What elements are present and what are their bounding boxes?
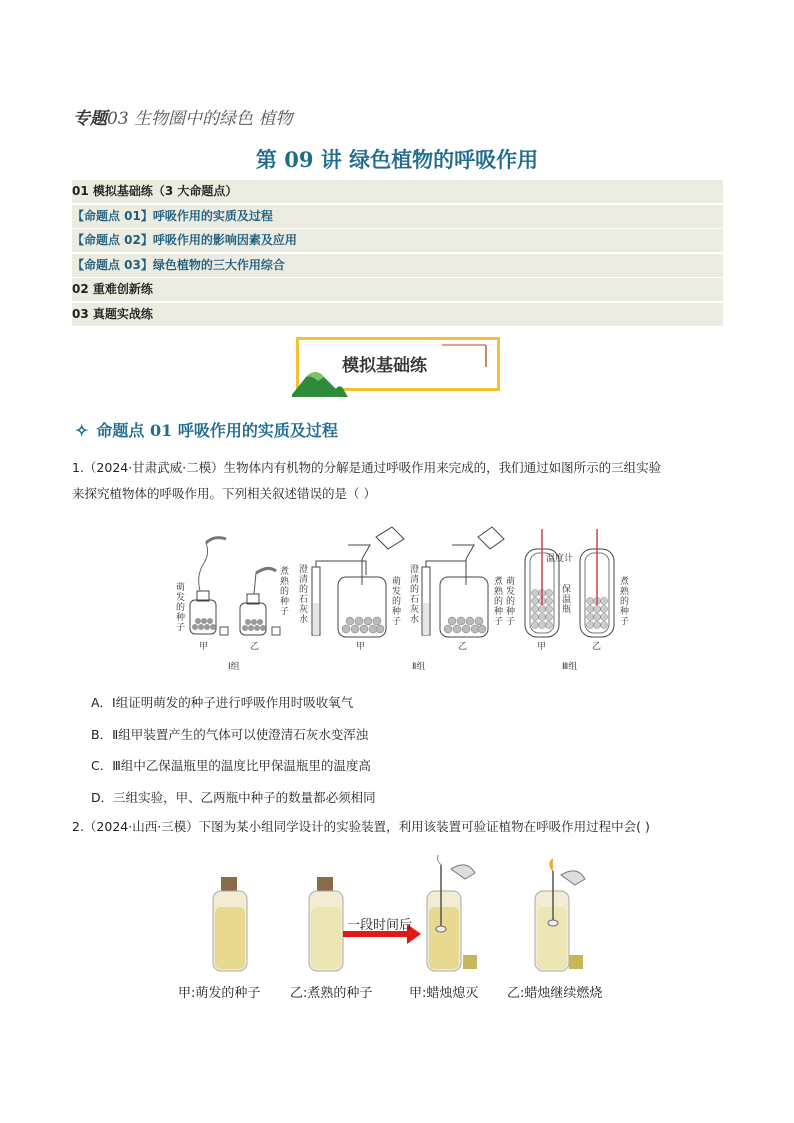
caption-1: 甲:萌发的种子 — [178, 986, 261, 1001]
label-g2-name: Ⅱ组 — [412, 662, 426, 672]
label-g1-right: 煮熟的种子 — [280, 567, 290, 617]
label-g3-flask: 保温瓶 — [562, 585, 572, 615]
question-1-figure — [170, 525, 640, 675]
topic-rest: 03 生物圈中的绿色 植物 — [107, 109, 293, 129]
question-1-option-c[interactable]: C．Ⅲ组中乙保温瓶里的温度比甲保温瓶里的温度高 — [91, 758, 371, 773]
section-heading — [75, 418, 338, 441]
label-g1-b: 乙 — [250, 642, 260, 652]
topic-keyword: 专题 — [73, 109, 107, 129]
caption-2: 乙:煮熟的种子 — [290, 986, 373, 1001]
label-g2-b: 乙 — [458, 642, 468, 652]
banner-label: 模拟基础练 — [342, 356, 427, 376]
question-1-option-d[interactable]: D．三组实验，甲、乙两瓶中种子的数量都必须相同 — [91, 790, 376, 805]
topic-line — [73, 104, 292, 129]
toc-row[interactable]: 【命题点 03】绿色植物的三大作用综合 — [72, 254, 723, 277]
question-1-line-2: 来探究植物体的呼吸作用。下列相关叙述错误的是（ ） — [72, 486, 376, 501]
toc-row[interactable]: 01 模拟基础练（3 大命题点） — [72, 180, 723, 203]
label-g3-a: 甲 — [537, 642, 547, 652]
question-2-line-1: 2.（2024·山西·三模）下图为某小组同学设计的实验装置，利用该装置可验证植物在呼吸作用过程中会( ) — [72, 819, 650, 834]
label-g2-lime: 澄清的石灰水 — [299, 565, 309, 625]
label-g3-b: 乙 — [592, 642, 602, 652]
section-banner — [292, 337, 502, 393]
label-g2-seed2: 煮熟的种子 — [494, 577, 504, 627]
arrow-label: 一段时间后 — [347, 918, 413, 933]
seed-bottle-diagram — [205, 855, 625, 980]
toc-row[interactable]: 03 真题实战练 — [72, 303, 723, 326]
label-g1-a: 甲 — [199, 642, 209, 652]
lesson-title: 第 09 讲 绿色植物的呼吸作用 — [255, 147, 539, 172]
label-g2-lime-2: 澄清的石灰水 — [410, 565, 420, 625]
label-g3-name: Ⅲ组 — [562, 662, 578, 672]
question-1-option-a[interactable]: A．Ⅰ组证明萌发的种子进行呼吸作用时吸收氧气 — [91, 695, 354, 710]
toc-row[interactable]: 【命题点 01】呼吸作用的实质及过程 — [72, 205, 723, 228]
caption-4: 乙:蜡烛继续燃烧 — [507, 986, 603, 1001]
label-g1-left: 萌发的种子 — [176, 583, 186, 633]
question-1-option-b[interactable]: B．Ⅱ组甲装置产生的气体可以使澄清石灰水变浑浊 — [91, 727, 369, 742]
question-2-stem — [72, 814, 724, 840]
toc-row[interactable]: 【命题点 02】呼吸作用的影响因素及应用 — [72, 229, 723, 252]
question-1-line-1: 1.（2024·甘肃武威·二模）生物体内有机物的分解是通过呼吸作用来完成的，我们通过如图所示的三组实验 — [72, 460, 662, 475]
label-g3-thermo: 温度计 — [546, 554, 574, 564]
label-g3-left: 萌发的种子 — [506, 577, 516, 627]
section-heading-text: 命题点 01 呼吸作用的实质及过程 — [96, 421, 338, 440]
label-g2-a: 甲 — [356, 642, 366, 652]
star-icon: ✧ — [75, 421, 89, 440]
question-1-stem — [72, 455, 724, 507]
table-of-contents — [72, 180, 723, 327]
question-2-figure — [205, 855, 625, 980]
label-g3-right: 煮熟的种子 — [620, 577, 630, 627]
caption-3: 甲:蜡烛熄灭 — [409, 986, 479, 1001]
label-g2-seed1: 萌发的种子 — [392, 577, 402, 627]
label-g1-name: Ⅰ组 — [228, 662, 240, 672]
toc-row[interactable]: 02 重难创新练 — [72, 278, 723, 301]
